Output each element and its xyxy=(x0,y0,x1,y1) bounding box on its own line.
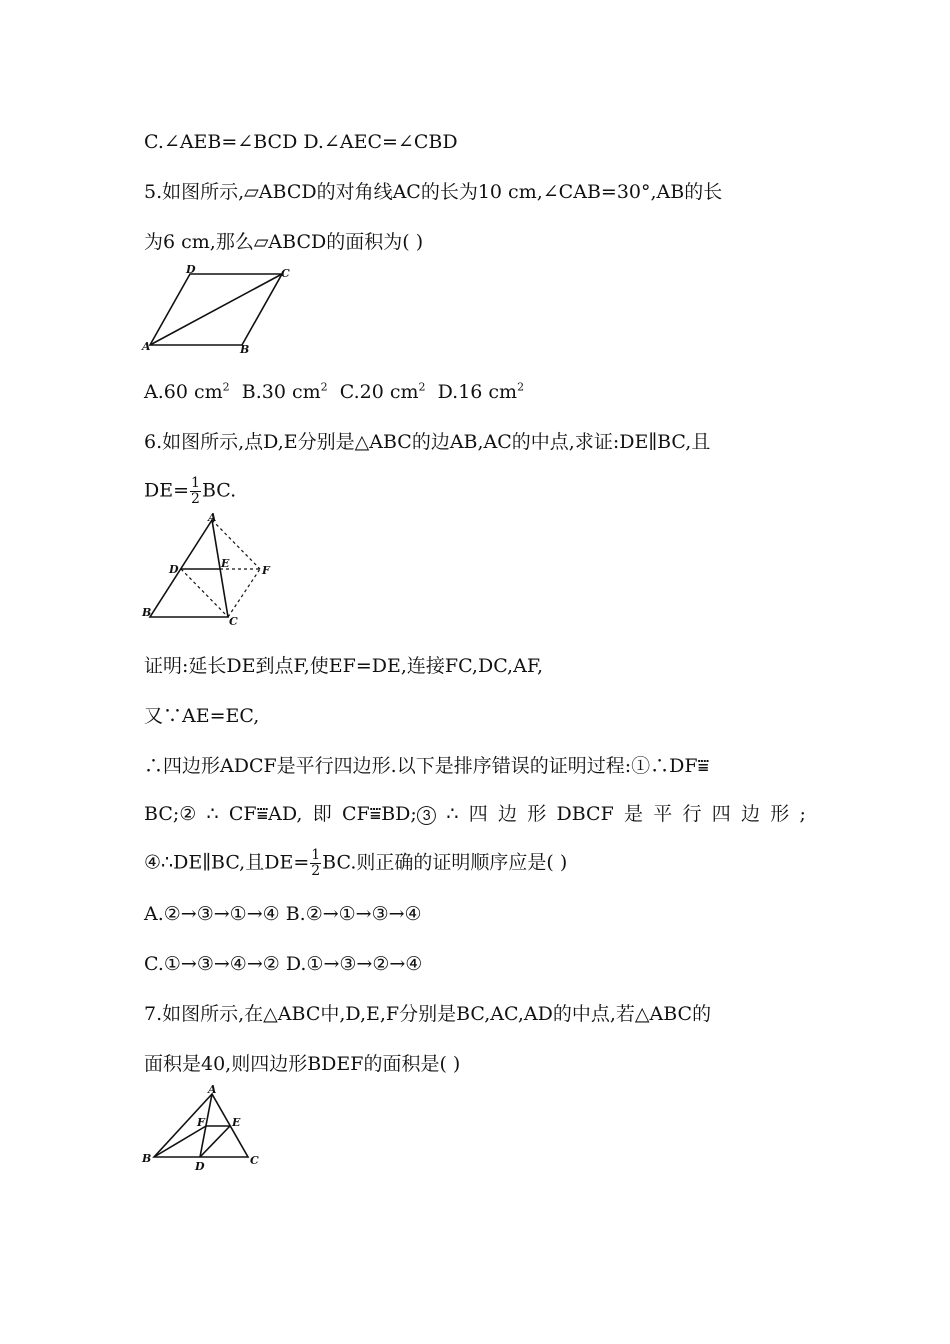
q7-stem-line1: 7.如图所示,在△ABC中,D,E,F分别是BC,AC,AD的中点,若△ABC的 xyxy=(144,1003,712,1025)
q7-triangle-figure xyxy=(140,1082,270,1177)
q6-proof-line4: BC;② ∴ CF⩸AD, 即 CF⩸BD;③ ∴ 四 边 形 DBCF 是 平 行 四 边 形 ; xyxy=(144,803,806,825)
label-b: B xyxy=(142,1152,152,1165)
label-d: D xyxy=(195,1160,205,1173)
label-c: C xyxy=(229,615,238,628)
q4-options-cd: C.∠AEB=∠BCD D.∠AEC=∠CBD xyxy=(144,131,458,153)
label-d: D xyxy=(169,563,179,576)
q7-stem-line2: 面积是40,则四边形BDEF的面积是( ) xyxy=(144,1053,461,1075)
segment-bf xyxy=(154,1126,206,1157)
q6-stem-line1: 6.如图所示,点D,E分别是△ABC的边AB,AC的中点,求证:DE∥BC,且 xyxy=(144,431,711,453)
q6-options-cd[interactable]: C.①→③→④→② D.①→③→②→④ xyxy=(144,953,423,975)
q6-proof-line2: 又∵AE=EC, xyxy=(144,705,260,727)
q5-option-b[interactable]: B.30 $cm^2$ xyxy=(241,380,328,403)
fraction-one-half: $\frac{1}{2}$ xyxy=(191,475,200,507)
q6-options-ab[interactable]: A.②→③→①→④ B.②→①→③→④ xyxy=(144,903,422,925)
label-b: B xyxy=(240,343,250,356)
label-a: A xyxy=(142,340,151,353)
q5-stem-line1: 5.如图所示,▱ABCD的对角线AC的长为10 cm,∠CAB=30°,AB的长 xyxy=(144,181,723,203)
q5-stem-line2: 为6 cm,那么▱ABCD的面积为( ) xyxy=(144,231,424,253)
q6-stem-line2: DE= $\frac{1}{2}$ BC. xyxy=(144,475,237,507)
label-c: C xyxy=(281,267,290,280)
label-d: D xyxy=(186,263,196,276)
q6-proof-line3: ∴四边形ADCF是平行四边形.以下是排序错误的证明过程:①∴DF⩸ xyxy=(144,755,710,777)
q5-option-d[interactable]: D.16 $cm^2$ xyxy=(437,380,525,403)
fraction-one-half: $\frac{1}{2}$ xyxy=(311,847,321,879)
label-f: F xyxy=(197,1116,205,1129)
q5-option-c[interactable]: C.20 $cm^2$ xyxy=(339,380,426,403)
q6-proof-line5: ④∴DE∥BC,且DE= $\frac{1}{2}$ BC.则正确的证明顺序应是( ) xyxy=(144,847,568,879)
q5-options xyxy=(144,380,524,404)
label-b: B xyxy=(142,606,152,619)
dashed-cf xyxy=(228,569,260,617)
q6-triangle-figure xyxy=(140,512,280,632)
label-a: A xyxy=(208,511,217,524)
label-e: E xyxy=(221,557,230,570)
label-f: F xyxy=(262,564,270,577)
label-c: C xyxy=(250,1154,259,1167)
q6-proof-line1: 证明:延长DE到点F,使EF=DE,连接FC,DC,AF, xyxy=(144,655,544,677)
q5-option-a[interactable]: A.60 $cm^2$ xyxy=(144,380,230,403)
label-e: E xyxy=(232,1116,241,1129)
q5-parallelogram-figure xyxy=(140,262,300,357)
label-a: A xyxy=(208,1083,217,1096)
